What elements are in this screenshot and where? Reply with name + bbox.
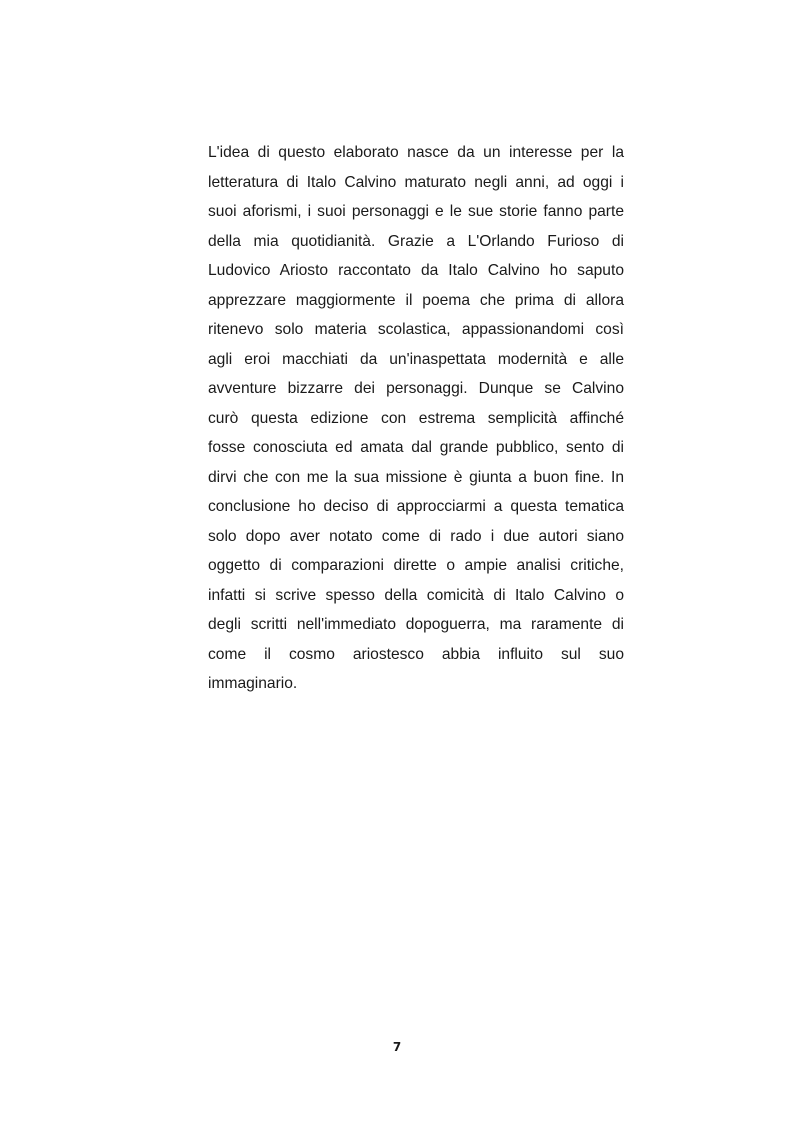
paragraph-line: suoi aforismi, i suoi personaggi e le sue storie fanno parte [208,203,624,220]
paragraph-line: ritenevo solo materia scolastica, appassionandomi così [208,321,624,338]
paragraph-line: come il cosmo ariostesco abbia influito sul suo [208,645,624,663]
paragraph-line: dirvi che con me la sua missione è giunta a buon fine. In [208,468,624,486]
paragraph-line: agli eroi macchiati da un'inaspettata modernità e alle [208,350,624,368]
paragraph-line: letteratura di Italo Calvino maturato negli anni, ad oggi i [208,173,624,191]
paragraph-line: immaginario. [208,675,298,692]
paragraph-line: degli scritti nell'immediato dopoguerra, ma raramente di [208,616,624,633]
paragraph-line: infatti si scrive spesso della comicità di Italo Calvino o [208,586,624,604]
paragraph-line: apprezzare maggiormente il poema che prima di allora [208,291,624,309]
paragraph-line: della mia quotidianità. Grazie a L'Orlando Furioso di [208,232,624,250]
paragraph-line: conclusione ho deciso di approcciarmi a questa tematica [208,498,624,515]
paragraph-line: L'idea di questo elaborato nasce da un interesse per la [208,144,624,161]
body-paragraph [208,138,624,699]
paragraph-line: curò questa edizione con estrema semplicità affinché [208,409,624,427]
page-number: 7 [392,1040,402,1054]
paragraph-line: oggetto di comparazioni dirette o ampie analisi critiche, [208,557,624,574]
paragraph-line: avventure bizzarre dei personaggi. Dunque se Calvino [208,380,624,397]
paragraph-line: solo dopo aver notato come di rado i due autori siano [208,527,624,545]
paragraph-line: fosse conosciuta ed amata dal grande pubblico, sento di [208,439,624,456]
paragraph-line: Ludovico Ariosto raccontato da Italo Calvino ho saputo [208,262,624,279]
